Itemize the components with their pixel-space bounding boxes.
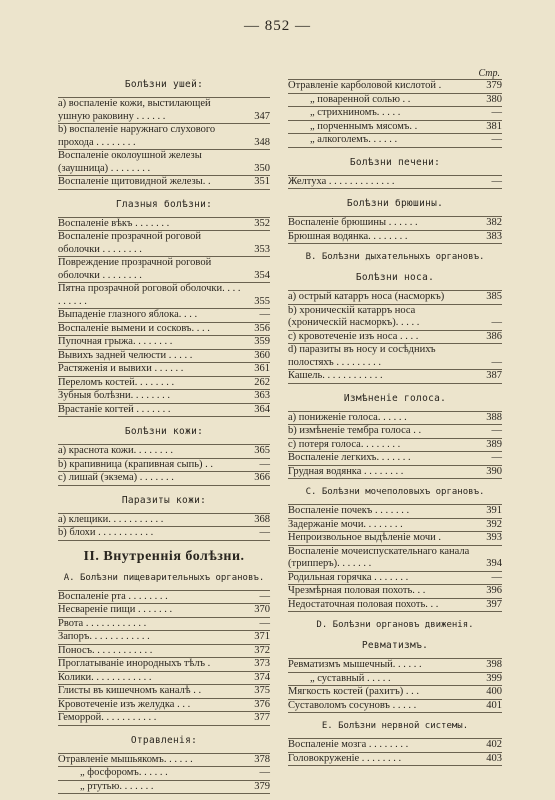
toc-entry-page: 347 <box>254 110 270 122</box>
toc-entry-page: 403 <box>486 752 502 764</box>
toc-entry-title: Рвота . . . . . . . . . . . . <box>58 617 147 629</box>
toc-entry <box>288 344 502 370</box>
toc-entry-title: a) острый катарръ носа (насморкъ) <box>288 291 445 302</box>
toc-entry-title: Врастаніе когтей . . . . . . . <box>58 403 171 415</box>
toc-entry <box>58 336 270 350</box>
toc-entry-page: 370 <box>254 604 270 615</box>
toc-entry-page: — <box>491 452 502 463</box>
toc-entry-page: — <box>491 425 502 436</box>
toc-entry-title: Задержаніе мочи. . . . . . . . <box>288 518 403 530</box>
toc-entry <box>58 767 270 781</box>
toc-entry-page: 391 <box>486 505 502 516</box>
toc-entry-title: Вывихъ задней челюсти . . . . . <box>58 349 193 361</box>
section-title-eyes: Глазныя болѣзни: <box>115 198 213 210</box>
toc-entry-page: — <box>491 317 502 328</box>
toc-entry <box>288 176 502 190</box>
section-title-nervous: E. Болѣзни нервной системы. <box>321 721 469 731</box>
toc-entry <box>58 754 270 768</box>
toc-entry-page: — <box>259 617 270 629</box>
toc-entry-title: Колики. . . . . . . . . . . . <box>58 671 152 683</box>
toc-entry <box>58 631 270 645</box>
toc-entry <box>288 673 502 687</box>
toc-entry <box>58 514 270 528</box>
toc-entry-title: a) краснота кожи. . . . . . . . <box>58 445 173 456</box>
toc-entry-page: 364 <box>254 403 270 415</box>
toc-entry <box>58 527 270 541</box>
toc-entry-title: b) блохи . . . . . . . . . . . <box>58 527 154 538</box>
toc-entry <box>58 685 270 699</box>
toc-entry-page: 399 <box>486 672 502 684</box>
toc-entry-page: — <box>491 134 502 145</box>
section-title-respiration: B. Болѣзни дыхательныхъ органовъ. <box>305 252 485 262</box>
toc-entry-title: Пятна прозрачной роговой оболочки. . . . . . . . . . <box>58 283 241 307</box>
toc-entry-title: Отравленіе карболовой кислотой . <box>288 80 442 91</box>
toc-entry-title: Головокруженіе . . . . . . . . <box>288 752 402 764</box>
toc-entry-title: a) пониженіе голоса. . . . . . <box>288 411 407 423</box>
list-skin <box>58 444 270 486</box>
toc-entry-title: Зубныя болѣзни. . . . . . . . <box>58 390 170 401</box>
toc-entry-title: Повреждение прозрачной роговой оболочки . . . . . . . . <box>58 257 212 281</box>
toc-entry <box>288 80 502 94</box>
left-column <box>58 70 270 800</box>
section-title-urinary: C. Болѣзни мочеполовыхъ органовъ. <box>305 487 485 497</box>
toc-entry <box>58 604 270 618</box>
toc-entry <box>58 390 270 404</box>
toc-entry-title: Ревматизмъ мышечный. . . . . . <box>288 659 422 670</box>
toc-entry-title: b) хроническій катарръ носа (хроническій насморкъ). . . . . <box>288 304 420 328</box>
toc-entry <box>58 363 270 377</box>
toc-entry-page: — <box>259 767 270 778</box>
toc-entry-title: Мягкость костей (рахитъ) . . . <box>288 686 419 697</box>
toc-entry-page: 382 <box>486 217 502 228</box>
toc-entry-page: — <box>259 590 270 602</box>
toc-entry <box>288 466 502 480</box>
toc-entry-page: 262 <box>254 376 270 388</box>
toc-entry <box>58 591 270 605</box>
part-title-internal: II. Внутреннія болѣзни. <box>83 548 245 564</box>
toc-entry-title: Глисты въ кишечномъ каналѣ . . <box>58 685 202 696</box>
toc-entry-page: 387 <box>486 370 502 381</box>
list-nervous <box>288 738 502 766</box>
toc-entry-title: Кашель. . . . . . . . . . . . <box>288 370 383 381</box>
toc-entry <box>288 291 502 305</box>
toc-entry <box>58 218 270 232</box>
list-ears <box>58 97 270 190</box>
list-poison-cont <box>288 79 502 148</box>
toc-entry-page: — <box>491 107 502 118</box>
list-eyes <box>58 217 270 418</box>
toc-entry-title: Воспаленіе вѣкъ . . . . . . . <box>58 217 170 229</box>
toc-entry-title: Чрезмѣрная половая похоть. . . <box>288 585 426 596</box>
toc-entry-title: „ ртутью. . . . . . . <box>80 780 154 792</box>
toc-entry <box>58 472 270 486</box>
toc-entry <box>288 519 502 533</box>
list-digestion <box>58 590 270 726</box>
toc-entry <box>288 739 502 753</box>
toc-entry-page: 359 <box>254 336 270 347</box>
toc-entry-title: Растяженія и вывихи . . . . . . <box>58 363 184 374</box>
toc-entry-title: Воспаленіе мозга . . . . . . . . <box>288 739 409 750</box>
toc-entry-title: Воспаленіе рта . . . . . . . . <box>58 590 168 602</box>
toc-entry <box>288 599 502 613</box>
toc-entry-title: b) воспаленіе наружнаго слухового прохода . . . . . . . . <box>58 124 216 148</box>
toc-entry <box>58 645 270 659</box>
toc-entry-page: 381 <box>486 120 502 132</box>
toc-entry-page: — <box>259 309 270 320</box>
toc-entry <box>288 331 502 345</box>
toc-entry-page: 390 <box>486 465 502 477</box>
toc-entry <box>288 370 502 384</box>
toc-entry <box>288 659 502 673</box>
toc-entry <box>288 546 502 572</box>
toc-entry <box>58 257 270 283</box>
section-title-voice: Измѣненіе голоса. <box>343 392 447 404</box>
list-voice <box>288 411 502 480</box>
toc-entry-page: 352 <box>254 217 270 229</box>
toc-entry <box>288 107 502 121</box>
toc-entry-title: Грудная водянка . . . . . . . . <box>288 465 404 477</box>
list-motion <box>288 658 502 713</box>
toc-entry <box>288 452 502 466</box>
section-title-digestion: A. Болѣзни пищеварительныхъ органовъ. <box>63 572 265 583</box>
list-respiration <box>288 290 502 384</box>
section-title-liver: Болѣзни печени: <box>349 156 441 168</box>
toc-entry <box>58 459 270 473</box>
toc-entry-title: Геморрой. . . . . . . . . . . <box>58 712 157 723</box>
toc-entry-title: Переломъ костей. . . . . . . . <box>58 376 175 388</box>
toc-entry <box>58 231 270 257</box>
list-poison <box>58 753 270 795</box>
toc-entry-title: Кровотеченіе изъ желудка . . . <box>58 698 191 710</box>
list-liver <box>288 175 502 190</box>
toc-entry-title: Воспаленіе брюшины . . . . . . <box>288 217 418 228</box>
toc-entry-page: 396 <box>486 585 502 596</box>
toc-entry-page: 379 <box>486 80 502 91</box>
toc-entry <box>58 98 270 124</box>
toc-entry-title: Суставоломъ сосуновъ . . . . . <box>288 699 417 711</box>
toc-entry-title: Выпаденіе глазного яблока. . . . <box>58 309 198 320</box>
subsection-title-rheumatism: Ревматизмъ. <box>361 640 429 651</box>
toc-entry-title: Пупочная грыжа. . . . . . . . <box>58 336 173 347</box>
toc-entry-title: „ алкоголемъ. . . . . . <box>310 134 398 145</box>
toc-entry <box>58 176 270 190</box>
toc-entry <box>58 618 270 632</box>
toc-entry-title: Запоръ. . . . . . . . . . . . <box>58 631 150 642</box>
toc-entry-page: 392 <box>486 518 502 530</box>
toc-entry-page: 388 <box>486 411 502 423</box>
toc-entry-title: Отравленіе мышьякомъ. . . . . . <box>58 753 193 765</box>
toc-entry-title: Несвареніе пищи . . . . . . . <box>58 604 173 615</box>
toc-entry-page: — <box>491 571 502 583</box>
toc-entry-page: 363 <box>254 390 270 401</box>
page-column-label: Стр. <box>478 68 500 79</box>
list-parasites <box>58 513 270 541</box>
toc-entry-title: Родильная горячка . . . . . . . <box>288 571 409 583</box>
toc-entry-page: 374 <box>254 671 270 683</box>
toc-entry-page: 351 <box>254 176 270 187</box>
toc-entry <box>288 94 502 108</box>
toc-entry-page: 366 <box>254 472 270 483</box>
toc-entry-title: Воспаленіе легкихъ. . . . . . . <box>288 452 411 463</box>
toc-entry-title: „ порченнымъ мясомъ. . <box>310 120 418 132</box>
toc-entry <box>288 532 502 546</box>
toc-entry-title: Непроизвольное выдѣленіе мочи . <box>288 532 441 543</box>
page-number: — 852 — <box>244 18 311 34</box>
toc-entry-title: Воспаленіе почекъ . . . . . . . <box>288 505 410 516</box>
toc-entry <box>58 377 270 391</box>
toc-entry-page: 402 <box>486 739 502 750</box>
toc-entry-page: 383 <box>486 230 502 242</box>
list-urinary <box>288 504 502 612</box>
toc-entry-title: „ поваренной солью . . <box>310 93 411 105</box>
toc-entry-title: Воспаленіе околоушной железы (заушница) . . . . . . . . <box>58 150 202 174</box>
toc-entry-title: c) лишай (экзема) . . . . . . . <box>58 472 174 483</box>
toc-entry <box>58 712 270 726</box>
toc-entry-title: „ суставный . . . . . <box>310 672 391 684</box>
toc-entry <box>288 217 502 231</box>
toc-entry-title: Проглатываніе инородныхъ тѣлъ . <box>58 658 211 669</box>
toc-entry <box>288 700 502 714</box>
toc-entry-page: 400 <box>486 686 502 697</box>
toc-entry-title: Брюшная водянка. . . . . . . . <box>288 230 408 242</box>
toc-entry-page: 398 <box>486 659 502 670</box>
toc-entry <box>58 323 270 337</box>
toc-entry-title: a) клещики. . . . . . . . . . . <box>58 513 164 525</box>
toc-entry <box>288 412 502 426</box>
toc-entry-title: Воспаленіе вымени и сосковъ. . . . <box>58 322 210 334</box>
toc-entry <box>288 753 502 767</box>
toc-entry <box>288 686 502 700</box>
section-title-motion: D. Болѣзни органовъ движенія. <box>316 620 474 630</box>
toc-entry-page: 368 <box>254 513 270 525</box>
toc-entry <box>58 283 270 309</box>
toc-entry-page: 379 <box>254 780 270 792</box>
toc-entry <box>58 699 270 713</box>
toc-entry-page: — <box>259 458 270 470</box>
toc-entry-title: Воспаленіе щитовидной железы. . <box>58 176 211 187</box>
toc-entry-page: 376 <box>254 698 270 710</box>
toc-entry-title: „ фосфоромъ. . . . . . <box>80 767 168 778</box>
toc-entry-title: Поносъ. . . . . . . . . . . . <box>58 644 153 656</box>
section-title-peritoneum: Болѣзни брюшины. <box>346 198 444 209</box>
toc-entry-page: 377 <box>254 712 270 723</box>
toc-entry-page: — <box>491 175 502 187</box>
toc-entry-page: 372 <box>254 644 270 656</box>
toc-entry <box>58 350 270 364</box>
toc-entry <box>288 425 502 439</box>
toc-entry-page: 394 <box>486 558 502 569</box>
toc-entry-title: b) крапивница (крапивная сыпь) . . <box>58 458 214 470</box>
toc-entry-page: 393 <box>486 532 502 543</box>
toc-entry-title: Воспаленіе мочеиспускательнаго канала (трипперъ). . . . . . . <box>288 545 470 569</box>
list-peritoneum <box>288 216 502 244</box>
toc-entry <box>288 572 502 586</box>
toc-entry <box>58 445 270 459</box>
toc-entry <box>288 134 502 148</box>
toc-entry-page: 385 <box>486 291 502 302</box>
toc-entry-page: — <box>259 527 270 538</box>
toc-entry <box>58 309 270 323</box>
toc-entry-title: Недостаточная половая похоть. . . <box>288 598 439 610</box>
section-title-poison: Отравленія: <box>130 734 198 746</box>
subsection-title-nose: Болѣзни носа. <box>355 272 435 283</box>
right-column <box>288 68 502 772</box>
toc-entry-page: 353 <box>254 243 270 255</box>
toc-entry-page: 365 <box>254 445 270 456</box>
toc-entry <box>288 231 502 245</box>
toc-entry-title: c) кровотеченіе изъ носа . . . . <box>288 330 419 342</box>
toc-entry <box>288 305 502 331</box>
toc-entry <box>288 439 502 453</box>
toc-entry <box>58 150 270 176</box>
section-title-skin: Болѣзни кожи: <box>124 426 204 437</box>
section-title-ears: Болѣзни ушей: <box>124 79 204 90</box>
toc-entry-page: 375 <box>254 685 270 696</box>
toc-entry <box>58 124 270 150</box>
toc-entry-title: a) воспаленіе кожи, выстилающей ушную раковину . . . . . . <box>58 98 211 122</box>
toc-entry-title: c) потеря голоса. . . . . . . . <box>288 438 401 450</box>
toc-entry-page: 354 <box>254 269 270 281</box>
toc-entry <box>288 585 502 599</box>
toc-entry-page: 401 <box>486 699 502 711</box>
toc-entry-title: Желтуха . . . . . . . . . . . . . <box>288 175 395 187</box>
toc-entry-title: b) измѣненіе тембра голоса . . <box>288 425 422 436</box>
toc-entry <box>288 121 502 135</box>
toc-entry-page: 380 <box>486 93 502 105</box>
toc-entry-title: d) паразиты въ носу и сосѣднихъ полостяхъ . . . . . . . . . <box>288 344 436 368</box>
toc-entry-page: 386 <box>486 330 502 342</box>
toc-entry-page: — <box>491 356 502 368</box>
toc-entry <box>58 658 270 672</box>
toc-entry-page: 355 <box>254 295 270 307</box>
toc-entry-page: 371 <box>254 631 270 642</box>
toc-entry-page: 378 <box>254 753 270 765</box>
toc-entry-page: 373 <box>254 658 270 669</box>
section-title-parasites: Паразиты кожи: <box>121 494 207 506</box>
toc-entry-title: „ стрихниномъ. . . . . <box>310 107 401 118</box>
toc-entry <box>288 505 502 519</box>
toc-entry-page: 348 <box>254 136 270 148</box>
toc-entry-page: 356 <box>254 322 270 334</box>
toc-entry-page: 389 <box>486 438 502 450</box>
toc-entry <box>58 404 270 418</box>
toc-entry-title: Воспаленіе прозрачной роговой оболочки . . . . . . . . <box>58 231 201 255</box>
toc-entry <box>58 672 270 686</box>
toc-entry-page: 350 <box>254 162 270 174</box>
toc-entry-page: 397 <box>486 598 502 610</box>
toc-entry-page: 361 <box>254 363 270 374</box>
toc-entry-page: 360 <box>254 349 270 361</box>
